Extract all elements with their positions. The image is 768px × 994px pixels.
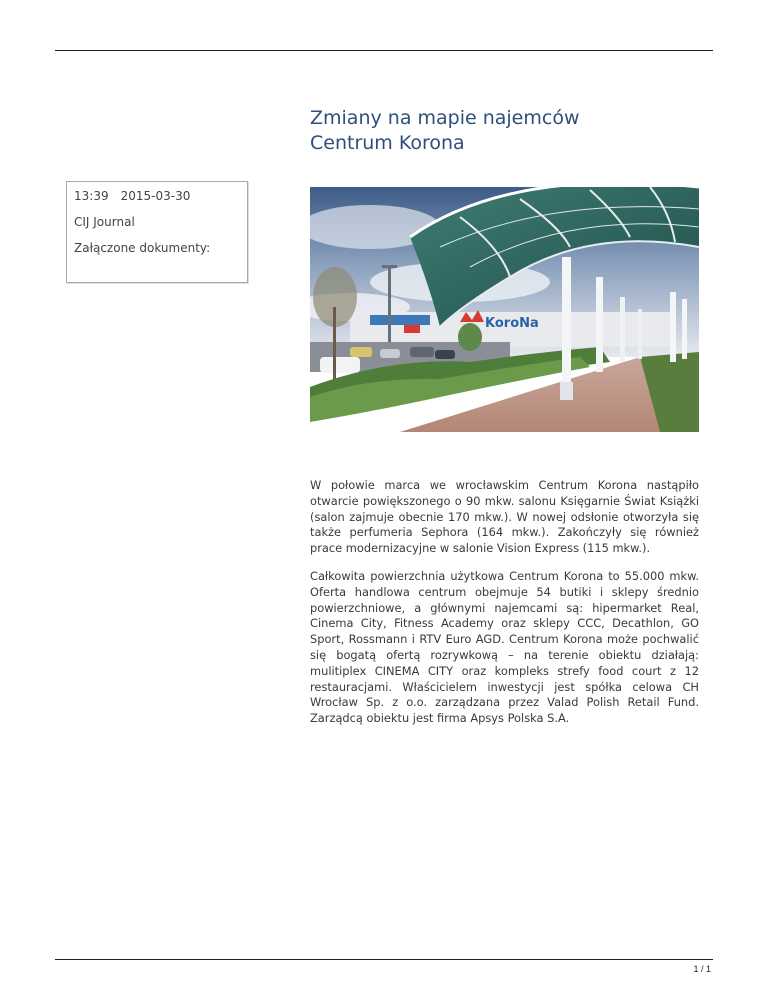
article-time: 13:39 [74,189,109,203]
article-title-line-1: Zmiany na mapie najemców [310,107,580,129]
article-paragraph: W połowie marca we wrocławskim Centrum Korona nastąpiło otwarcie powiększonego o 90 mkw. salonu Księgarnie Świat Książki (salon zajmuje obecnie 170 mkw.). W nowej odsłonie otworzyła się także perfumeria Sephora (164 mkw.). Zakończyły się również prace modernizacyjne w salonie Vision Express (115 mkw.). [310,478,699,556]
footer-rule [55,959,713,960]
article-date: 2015-03-30 [120,189,191,203]
article-title-line-2: Centrum Korona [310,132,465,154]
article-photo [310,187,699,432]
article-paragraph: Całkowita powierzchnia użytkowa Centrum Korona to 55.000 mkw. Oferta handlowa centrum obejmuje 54 butiki i sklepy średnio powierzchniowe, a głównymi najemcami są: hipermarket Real, Cinema City, Fitness Academy oraz sklepy CCC, Decathlon, GO Sport, Rossmann i RTV Euro AGD. Centrum Korona może pochwalić się bogatą ofertą rozrywkową – na terenie obiektu działają: mulitiplex CINEMA CITY oraz kompleks strefy food court z 12 restauracjami. Właścicielem inwestycji jest spółka celowa CH Wrocław Sp. z o.o. zarządzana przez Valad Polish Retail Fund. Zarządcą obiektu jest firma Apsys Polska S.A. [310,568,699,726]
page-number: 1 / 1 [693,964,711,974]
header-rule [55,50,713,51]
photo-sign-text: KoroNa [485,316,539,331]
article-meta-box [66,181,248,283]
attachments-label: Załączone dokumenty: [74,241,211,255]
article-timestamp [74,188,240,204]
article-source: CIJ Journal [74,215,135,229]
article-title [310,106,710,156]
article-body [310,478,699,739]
